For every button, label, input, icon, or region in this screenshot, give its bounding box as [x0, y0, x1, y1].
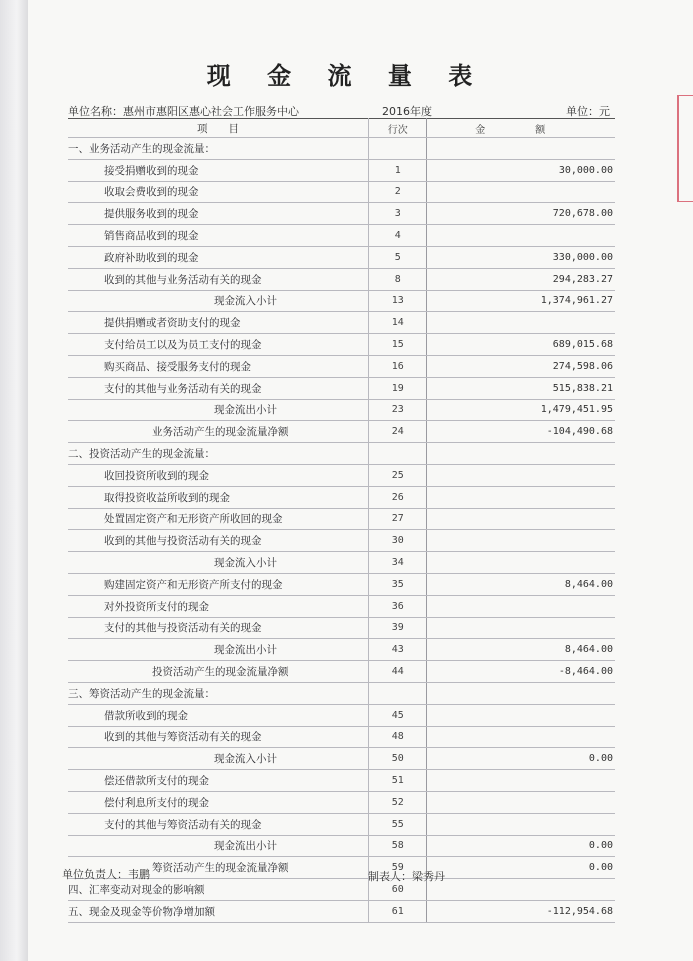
table-row — [68, 443, 615, 465]
table-row — [68, 726, 615, 748]
row-item-cell — [68, 399, 369, 421]
table-row — [68, 573, 615, 595]
column-header-row-no: 行次 — [369, 119, 427, 138]
row-item-label: 支付的其他与业务活动有关的现金 — [104, 382, 262, 395]
row-item-cell — [68, 508, 369, 530]
row-item-cell — [68, 704, 369, 726]
row-amount: 0.00 — [427, 835, 615, 857]
row-item-cell — [68, 726, 369, 748]
row-amount — [427, 595, 615, 617]
row-item-label: 取得投资收益所收到的现金 — [104, 491, 230, 504]
row-amount — [427, 225, 615, 247]
row-item-label: 现金流出小计 — [214, 840, 277, 853]
row-number: 60 — [369, 879, 427, 901]
table-row — [68, 857, 615, 879]
row-amount — [427, 530, 615, 552]
row-item-cell — [68, 181, 369, 203]
row-number: 61 — [369, 900, 427, 922]
report-year: 2016年度 — [382, 105, 432, 118]
row-item-label: 四、汇率变动对现金的影响额 — [68, 883, 205, 896]
row-amount: 8,464.00 — [427, 573, 615, 595]
row-item-label: 筹资活动产生的现金流量净额 — [152, 862, 289, 875]
table-row — [68, 639, 615, 661]
table-row — [68, 355, 615, 377]
table-row — [68, 464, 615, 486]
row-number: 27 — [369, 508, 427, 530]
table-row — [68, 181, 615, 203]
column-header-amount: 金 额 — [427, 119, 615, 138]
row-number: 51 — [369, 770, 427, 792]
row-item-cell — [68, 639, 369, 661]
row-item-cell — [68, 421, 369, 443]
row-amount — [427, 464, 615, 486]
row-number: 14 — [369, 312, 427, 334]
row-item-label: 一、业务活动产生的现金流量： — [68, 142, 215, 155]
row-amount: -112,954.68 — [427, 900, 615, 922]
row-item-cell — [68, 246, 369, 268]
row-amount: 0.00 — [427, 748, 615, 770]
row-item-cell — [68, 159, 369, 181]
row-amount: 1,374,961.27 — [427, 290, 615, 312]
row-item-cell — [68, 682, 369, 704]
column-header-item: 项 目 — [68, 119, 369, 138]
row-item-label: 接受捐赠收到的现金 — [104, 164, 199, 177]
row-number: 4 — [369, 225, 427, 247]
table-row — [68, 770, 615, 792]
table-row — [68, 900, 615, 922]
row-item-cell — [68, 595, 369, 617]
row-item-label: 支付的其他与筹资活动有关的现金 — [104, 818, 262, 831]
row-amount: 515,838.21 — [427, 377, 615, 399]
row-number — [369, 138, 427, 160]
row-amount — [427, 704, 615, 726]
table-row — [68, 138, 615, 160]
row-item-cell — [68, 573, 369, 595]
table-row — [68, 508, 615, 530]
footer-responsible: 单位负责人：韦鹏 — [62, 868, 150, 881]
row-amount — [427, 138, 615, 160]
row-number: 16 — [369, 355, 427, 377]
table-row — [68, 530, 615, 552]
row-number: 1 — [369, 159, 427, 181]
row-item-label: 购买商品、接受服务支付的现金 — [104, 360, 251, 373]
table-row — [68, 268, 615, 290]
row-item-label: 二、投资活动产生的现金流量： — [68, 448, 215, 461]
table-header-row — [68, 119, 615, 138]
row-item-label: 投资活动产生的现金流量净额 — [152, 666, 289, 679]
row-item-cell — [68, 464, 369, 486]
row-item-cell — [68, 138, 369, 160]
row-item-cell — [68, 334, 369, 356]
row-number: 23 — [369, 399, 427, 421]
page-title: 现 金 流 量 表 — [206, 61, 487, 90]
row-item-label: 收到的其他与业务活动有关的现金 — [104, 273, 262, 286]
row-amount — [427, 682, 615, 704]
row-item-cell — [68, 813, 369, 835]
row-number — [369, 443, 427, 465]
row-item-cell — [68, 791, 369, 813]
row-item-cell — [68, 770, 369, 792]
table-row — [68, 203, 615, 225]
table-row — [68, 661, 615, 683]
row-item-label: 对外投资所支付的现金 — [104, 600, 209, 613]
table-row — [68, 791, 615, 813]
row-amount: 689,015.68 — [427, 334, 615, 356]
row-number: 43 — [369, 639, 427, 661]
row-amount: -8,464.00 — [427, 661, 615, 683]
row-amount — [427, 443, 615, 465]
red-stamp-mark — [677, 95, 693, 202]
row-item-cell — [68, 486, 369, 508]
row-number — [369, 682, 427, 704]
row-amount — [427, 770, 615, 792]
table-row — [68, 617, 615, 639]
row-item-label: 现金流入小计 — [214, 753, 277, 766]
row-number: 45 — [369, 704, 427, 726]
row-amount: 8,464.00 — [427, 639, 615, 661]
row-item-label: 收到的其他与投资活动有关的现金 — [104, 535, 262, 548]
row-amount: 720,678.00 — [427, 203, 615, 225]
row-number: 39 — [369, 617, 427, 639]
row-amount — [427, 791, 615, 813]
row-number: 48 — [369, 726, 427, 748]
row-item-label: 收回投资所收到的现金 — [104, 469, 209, 482]
row-item-label: 五、现金及现金等价物净增加额 — [68, 905, 215, 918]
row-item-label: 政府补助收到的现金 — [104, 251, 199, 264]
row-item-label: 借款所收到的现金 — [104, 709, 188, 722]
row-item-label: 三、筹资活动产生的现金流量： — [68, 687, 215, 700]
row-item-cell — [68, 900, 369, 922]
row-number: 15 — [369, 334, 427, 356]
table-row — [68, 377, 615, 399]
table-row — [68, 595, 615, 617]
row-number: 55 — [369, 813, 427, 835]
row-amount: 0.00 — [427, 857, 615, 879]
table-row — [68, 486, 615, 508]
table-row — [68, 225, 615, 247]
row-item-label: 现金流入小计 — [214, 295, 277, 308]
row-item-label: 处置固定资产和无形资产所收回的现金 — [104, 513, 283, 526]
currency-unit: 单位：元 — [566, 105, 610, 118]
row-amount: 1,479,451.95 — [427, 399, 615, 421]
row-number: 26 — [369, 486, 427, 508]
row-item-label: 现金流出小计 — [214, 404, 277, 417]
row-item-cell — [68, 661, 369, 683]
row-item-label: 收取会费收到的现金 — [104, 186, 199, 199]
table-row — [68, 835, 615, 857]
table-row — [68, 290, 615, 312]
footer-preparer: 制表人：梁秀丹 — [368, 870, 445, 883]
row-number: 8 — [369, 268, 427, 290]
row-number: 59 — [369, 857, 427, 879]
row-amount: 330,000.00 — [427, 246, 615, 268]
row-item-label: 提供服务收到的现金 — [104, 208, 199, 221]
row-number: 50 — [369, 748, 427, 770]
row-item-label: 现金流出小计 — [214, 644, 277, 657]
row-item-cell — [68, 290, 369, 312]
table-row — [68, 399, 615, 421]
row-amount: 274,598.06 — [427, 355, 615, 377]
row-item-cell — [68, 377, 369, 399]
row-number: 5 — [369, 246, 427, 268]
table-row — [68, 879, 615, 901]
row-amount — [427, 486, 615, 508]
row-item-label: 现金流入小计 — [214, 557, 277, 570]
row-amount: -104,490.68 — [427, 421, 615, 443]
row-number: 34 — [369, 552, 427, 574]
row-item-label: 偿付利息所支付的现金 — [104, 796, 209, 809]
row-item-label: 支付的其他与投资活动有关的现金 — [104, 622, 262, 635]
row-amount: 30,000.00 — [427, 159, 615, 181]
row-item-cell — [68, 225, 369, 247]
table-row — [68, 813, 615, 835]
row-item-cell — [68, 268, 369, 290]
page-binding-edge — [0, 0, 28, 961]
row-item-cell — [68, 617, 369, 639]
row-amount — [427, 617, 615, 639]
row-number: 52 — [369, 791, 427, 813]
row-item-cell — [68, 203, 369, 225]
row-item-label: 提供捐赠或者资助支付的现金 — [104, 317, 241, 330]
row-number: 19 — [369, 377, 427, 399]
row-amount — [427, 813, 615, 835]
row-item-cell — [68, 835, 369, 857]
row-amount — [427, 181, 615, 203]
row-item-cell — [68, 748, 369, 770]
table-row — [68, 246, 615, 268]
row-amount — [427, 726, 615, 748]
row-item-cell — [68, 443, 369, 465]
row-amount — [427, 312, 615, 334]
cash-flow-table — [68, 118, 615, 923]
table-row — [68, 159, 615, 181]
row-item-label: 销售商品收到的现金 — [104, 230, 199, 243]
row-item-cell — [68, 355, 369, 377]
table-row — [68, 421, 615, 443]
row-amount — [427, 508, 615, 530]
row-amount — [427, 879, 615, 901]
table-row — [68, 704, 615, 726]
row-item-label: 购建固定资产和无形资产所支付的现金 — [104, 578, 283, 591]
row-number: 30 — [369, 530, 427, 552]
row-item-cell — [68, 312, 369, 334]
row-item-label: 收到的其他与筹资活动有关的现金 — [104, 731, 262, 744]
row-number: 35 — [369, 573, 427, 595]
row-number: 2 — [369, 181, 427, 203]
row-item-label: 偿还借款所支付的现金 — [104, 775, 209, 787]
row-number: 58 — [369, 835, 427, 857]
row-item-cell — [68, 552, 369, 574]
row-number: 36 — [369, 595, 427, 617]
row-item-label: 支付给员工以及为员工支付的现金 — [104, 339, 262, 352]
unit-name: 单位名称：惠州市惠阳区惠心社会工作服务中心 — [68, 105, 299, 118]
table-row — [68, 312, 615, 334]
row-number: 3 — [369, 203, 427, 225]
table-row — [68, 682, 615, 704]
table-row — [68, 334, 615, 356]
row-number: 13 — [369, 290, 427, 312]
row-number: 24 — [369, 421, 427, 443]
row-number: 25 — [369, 464, 427, 486]
table-row — [68, 748, 615, 770]
row-item-cell — [68, 530, 369, 552]
row-item-label: 业务活动产生的现金流量净额 — [152, 426, 289, 439]
row-amount — [427, 552, 615, 574]
row-number: 44 — [369, 661, 427, 683]
row-amount: 294,283.27 — [427, 268, 615, 290]
table-row — [68, 552, 615, 574]
